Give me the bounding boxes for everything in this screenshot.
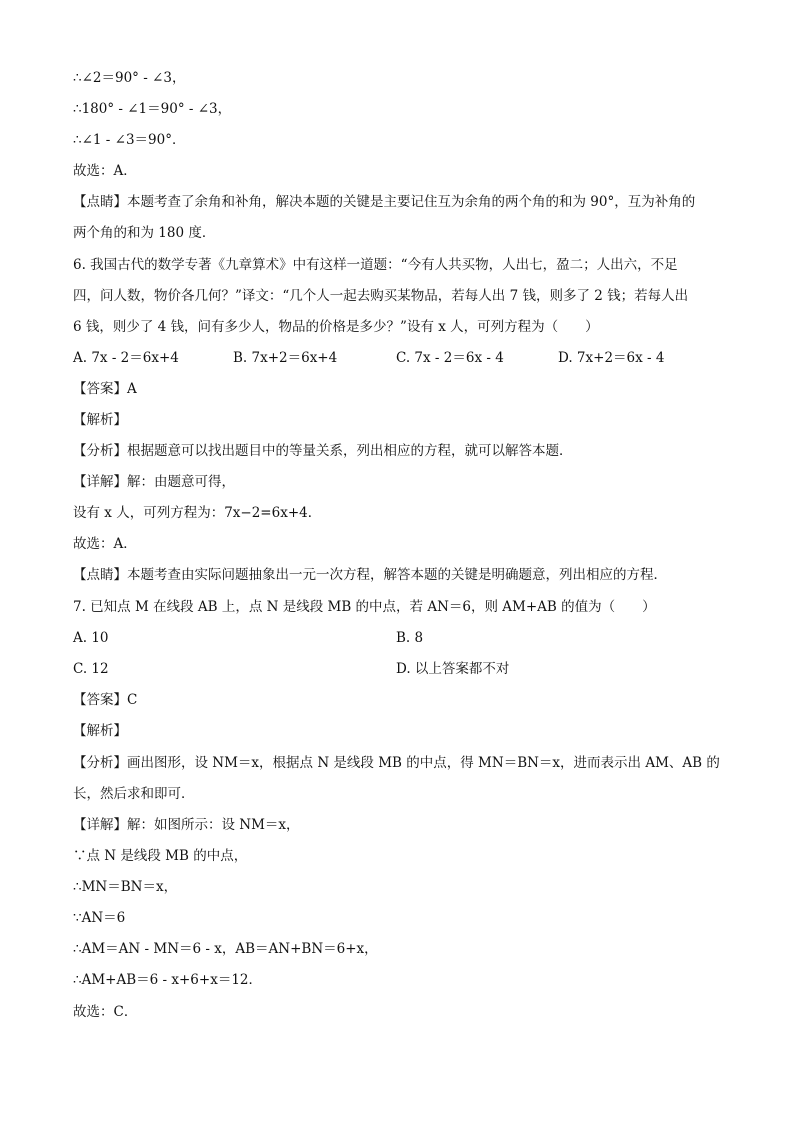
analysis-line: 【分析】画出图形，设 NM＝x，根据点 N 是线段 MB 的中点，得 MN＝BN＝x，进而表示出 AM、AB 的	[73, 755, 720, 771]
analysis-label: 【解析】	[73, 723, 127, 739]
option-b: B. 7x+2＝6x+4	[233, 350, 338, 366]
question-6-options	[73, 349, 733, 367]
solution-line: ∴∠2＝90° - ∠3，	[73, 70, 186, 86]
question-6-text: 四，问人数，物价各几何？”译文：“几个人一起去购买某物品，若每人出 7 钱，则多了 2 钱；若每人出	[73, 288, 689, 304]
detail-line: ∴AM+AB＝6 - x+6+x＝12．	[73, 972, 262, 988]
option-a: A. 10	[73, 630, 109, 646]
option-d: D. 以上答案都不对	[396, 661, 510, 677]
option-c: C. 12	[73, 661, 109, 677]
detail-line: ∵点 N 是线段 MB 的中点，	[73, 848, 248, 864]
comment-line: 【点睛】本题考查了余角和补角，解决本题的关键是主要记住互为余角的两个角的和为 90°，互为补角的	[73, 194, 696, 210]
question-6-text: 6. 我国古代的数学专著《九章算术》中有这样一道题：“今有人共买物，人出七，盈二；人出六，不足	[73, 257, 678, 273]
analysis-line: 【分析】根据题意可以找出题目中的等量关系，列出相应的方程，就可以解答本题．	[73, 443, 573, 459]
question-7-text: 7. 已知点 M 在线段 AB 上，点 N 是线段 MB 的中点，若 AN＝6，则 AM+AB 的值为（ ）	[73, 599, 656, 615]
detail-line: ∴AM＝AN - MN＝6 - x，AB＝AN+BN＝6+x，	[73, 941, 378, 957]
analysis-line: 长，然后求和即可．	[73, 786, 195, 802]
question-7-options-row1	[73, 629, 733, 647]
comment-line: 两个角的和为 180 度．	[73, 225, 216, 241]
answer-choice-line: 故选：A．	[73, 163, 137, 179]
solution-line: ∴∠1 - ∠3＝90°．	[73, 132, 186, 148]
detail-line: 【详解】解：由题意可得，	[73, 474, 235, 490]
detail-line: 设有 x 人，可列方程为：7x−2=6x+4．	[73, 505, 322, 521]
answer-label: 【答案】C	[73, 692, 138, 708]
question-6-text: 6 钱，则少了 4 钱，问有多少人，物品的价格是多少？”设有 x 人，可列方程为（ ）	[73, 319, 599, 335]
comment-line: 【点睛】本题考查由实际问题抽象出一元一次方程，解答本题的关键是明确题意，列出相应的方程．	[73, 567, 667, 583]
detail-line: ∵AN＝6	[73, 910, 126, 926]
option-c: C. 7x - 2＝6x - 4	[396, 350, 504, 366]
option-a: A. 7x - 2＝6x+4	[73, 350, 179, 366]
answer-choice-line: 故选：A．	[73, 536, 137, 552]
analysis-label: 【解析】	[73, 412, 127, 428]
detail-line: ∴MN＝BN＝x，	[73, 879, 178, 895]
detail-line: 【详解】解：如图所示：设 NM＝x，	[73, 817, 300, 833]
answer-choice-line: 故选：C．	[73, 1004, 138, 1020]
option-d: D. 7x+2＝6x - 4	[558, 350, 665, 366]
answer-label: 【答案】A	[73, 381, 137, 397]
solution-line: ∴180° - ∠1＝90° - ∠3，	[73, 101, 232, 117]
option-b: B. 8	[396, 630, 424, 646]
question-7-options-row2	[73, 660, 733, 678]
